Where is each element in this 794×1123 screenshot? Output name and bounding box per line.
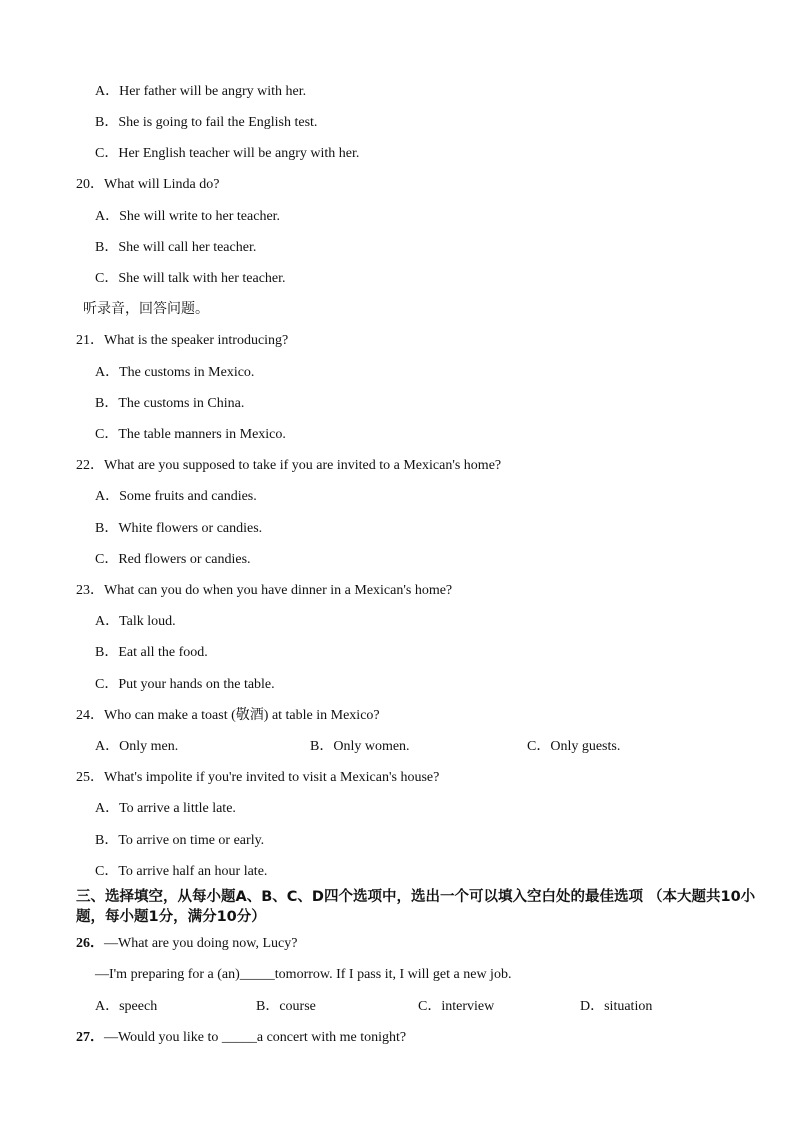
- q26-option-a: A．speech: [95, 999, 158, 1014]
- listening-instruction: 听录音，回答问题。: [83, 301, 209, 317]
- q24-stem: 24．Who can make a toast (敬酒) at table in Mexico?: [76, 708, 380, 723]
- q26-stem: [76, 935, 297, 953]
- q23-option-b: B．Eat all the food.: [95, 645, 208, 660]
- q19-option-a: A．Her father will be angry with her.: [95, 84, 307, 99]
- q24-option-b: B．Only women.: [310, 739, 410, 754]
- q25-option-a: A．To arrive a little late.: [95, 801, 236, 816]
- q23-option-a: A．Talk loud.: [95, 614, 176, 629]
- q23-option-c: C．Put your hands on the table.: [95, 677, 275, 692]
- q20-option-a: A．She will write to her teacher.: [95, 209, 281, 224]
- q24-option-c: C．Only guests.: [527, 739, 621, 754]
- q26-option-c: C．interview: [418, 999, 495, 1014]
- q19-option-b: B．She is going to fail the English test.: [95, 115, 318, 130]
- q20-option-c: C．She will talk with her teacher.: [95, 271, 286, 286]
- q27-line1: —Would you like to _____a concert with me tonight?: [104, 1030, 407, 1045]
- q21-option-c: C．The table manners in Mexico.: [95, 427, 286, 442]
- q22-option-a: A．Some fruits and candies.: [95, 489, 257, 504]
- q26-number: 26．: [76, 936, 104, 951]
- q27-number: 27．: [76, 1030, 104, 1045]
- q20-option-b: B．She will call her teacher.: [95, 240, 257, 255]
- q25-option-c: C．To arrive half an hour late.: [95, 864, 268, 879]
- q23-stem: 23．What can you do when you have dinner in a Mexican's home?: [76, 583, 453, 598]
- q27-stem: [76, 1029, 406, 1047]
- q26-line1: —What are you doing now, Lucy?: [104, 936, 298, 951]
- q19-option-c: C．Her English teacher will be angry with her.: [95, 146, 360, 161]
- q22-option-c: C．Red flowers or candies.: [95, 552, 251, 567]
- q26-option-d: D．situation: [580, 999, 653, 1014]
- q21-option-a: A．The customs in Mexico.: [95, 365, 255, 380]
- q20-stem: 20．What will Linda do?: [76, 177, 220, 192]
- q24-option-a: A．Only men.: [95, 739, 179, 754]
- q21-stem: 21．What is the speaker introducing?: [76, 333, 289, 348]
- q25-option-b: B．To arrive on time or early.: [95, 833, 265, 848]
- q25-stem: 25．What's impolite if you're invited to visit a Mexican's house?: [76, 770, 440, 785]
- q21-option-b: B．The customs in China.: [95, 396, 245, 411]
- q26-option-b: B．course: [256, 999, 316, 1014]
- q22-option-b: B．White flowers or candies.: [95, 521, 263, 536]
- section-3-heading: 三、选择填空，从每小题A、B、C、D四个选项中，选出一个可以填入空白处的最佳选项 （本大题共10小题，每小题1分，满分10分）: [76, 889, 756, 925]
- q22-stem: 22．What are you supposed to take if you are invited to a Mexican's home?: [76, 458, 502, 473]
- q26-line2: —I'm preparing for a (an)_____tomorrow. If I pass it, I will get a new job.: [95, 967, 512, 982]
